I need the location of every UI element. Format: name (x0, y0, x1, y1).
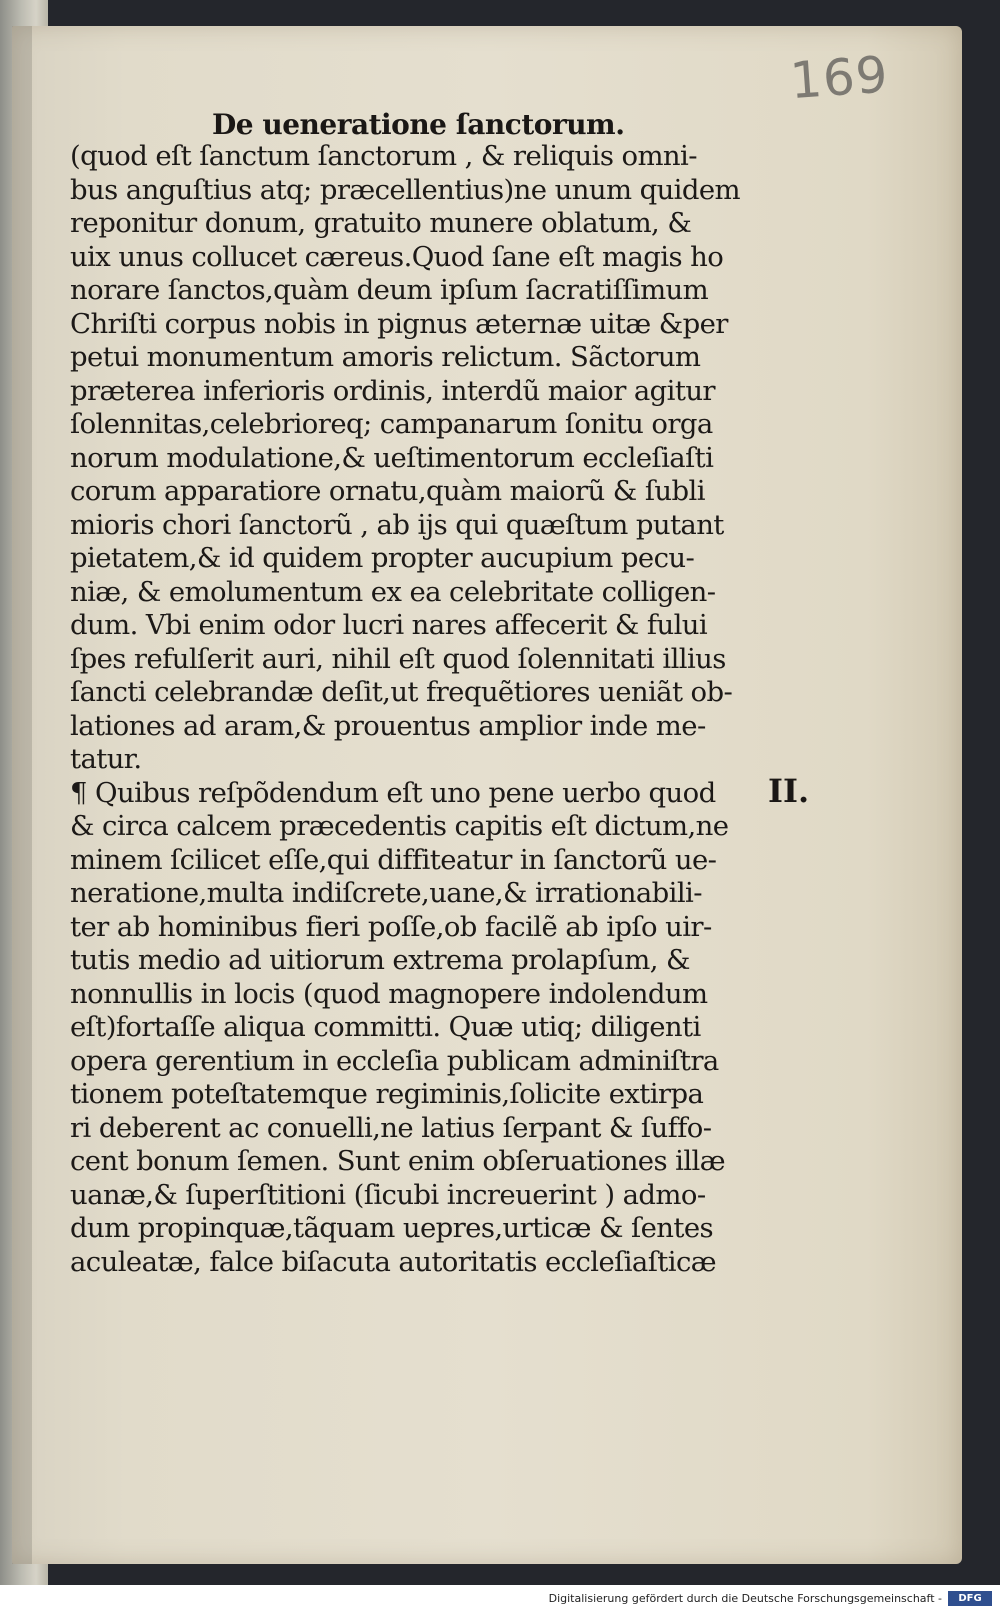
text-line: petui monumentum amoris relictum. Sãctorum (70, 341, 701, 373)
text-line: lationes ad aram,& prouentus amplior inde me- (70, 709, 706, 742)
body-text (70, 140, 760, 1279)
text-line: norare ſanctos,quàm deum ipſum ſacratiſſimum (70, 274, 709, 306)
text-line: eſt)fortaſſe aliqua committi. Quæ utiq; diligenti (70, 1011, 701, 1043)
text-line: bus anguſtius atq; præcellentius)ne unum quidem (70, 173, 741, 206)
text-line: dum propinquæ,tãquam uepres,urticæ & ſentes (70, 1212, 714, 1244)
text-line: dum. Vbi enim odor lucri nares affecerit & fului (70, 609, 708, 641)
text-line: ſolennitas,celebrioreq; campanarum ſonitu orga (70, 408, 713, 440)
text-line: tutis medio ad uitiorum extrema prolapſum, & (70, 944, 690, 976)
text-line: ¶ Quibus reſpõdendum eſt uno pene uerbo quod (70, 776, 716, 809)
funding-credit: Digitalisierung gefördert durch die Deutsche Forschungsgemeinschaft - (548, 1592, 942, 1605)
footer-bar (0, 1589, 1000, 1612)
text-line: niæ, & emolumentum ex ea celebritate colligen- (70, 575, 716, 608)
text-line: ter ab hominibus fieri poſſe,ob facilẽ ab ipſo uir- (70, 910, 712, 943)
text-line: reponitur donum, gratuito munere oblatum, & (70, 207, 692, 239)
marginal-note: II. (768, 772, 810, 810)
text-line: minem ſcilicet eſſe,qui diffiteatur in ſanctorũ ue- (70, 843, 717, 876)
text-line: pietatem,& id quidem propter aucupium pecu- (70, 542, 695, 574)
text-line: Chriſti corpus nobis in pignus æternæ uitæ &per (70, 307, 728, 340)
running-head: De ueneratione ſanctorum. (212, 108, 625, 141)
dfg-logo-icon: DFG (948, 1591, 992, 1606)
text-line: neratione,multa indiſcrete,uane,& irrationabili- (70, 877, 702, 909)
text-line: tatur. (70, 743, 142, 775)
text-line: norum modulatione,& ueſtimentorum eccleſiaſti (70, 441, 714, 474)
text-line: ri deberent ac conuelli,ne latius ſerpant & ſuffo- (70, 1111, 712, 1144)
text-line: cent bonum ſemen. Sunt enim obſeruationes illæ (70, 1145, 725, 1177)
text-line: (quod eſt ſanctum ſanctorum , & reliquis omni- (70, 140, 697, 172)
text-line: corum apparatiore ornatu,quàm maiorũ & ſubli (70, 475, 705, 507)
text-line: uix unus collucet cæreus.Quod ſane eſt magis ho (70, 240, 724, 273)
page-gutter-shadow (12, 26, 32, 1564)
text-line: ſancti celebrandæ deſit,ut frequẽtiores ueniãt ob- (70, 676, 733, 708)
folio-number: 169 (788, 45, 891, 111)
text-line: & circa calcem præcedentis capitis eſt dictum,ne (70, 810, 729, 842)
text-line: ſpes refulſerit auri, nihil eſt quod ſolennitati illius (70, 642, 726, 675)
text-line: mioris chori ſanctorũ , ab ijs qui quæſtum putant (70, 508, 724, 541)
text-line: aculeatæ, falce biſacuta autoritatis eccleſiaſticæ (70, 1245, 717, 1278)
text-line: uanæ,& ſuperſtitioni (ſicubi increuerint ) admo- (70, 1178, 706, 1211)
text-line: opera gerentium in eccleſia publicam adminiſtra (70, 1044, 719, 1077)
text-line: præterea inferioris ordinis, interdũ maior agitur (70, 374, 715, 407)
text-line: nonnullis in locis (quod magnopere indolendum (70, 977, 708, 1010)
text-line: tionem poteſtatemque regiminis,ſolicite extirpa (70, 1078, 704, 1110)
